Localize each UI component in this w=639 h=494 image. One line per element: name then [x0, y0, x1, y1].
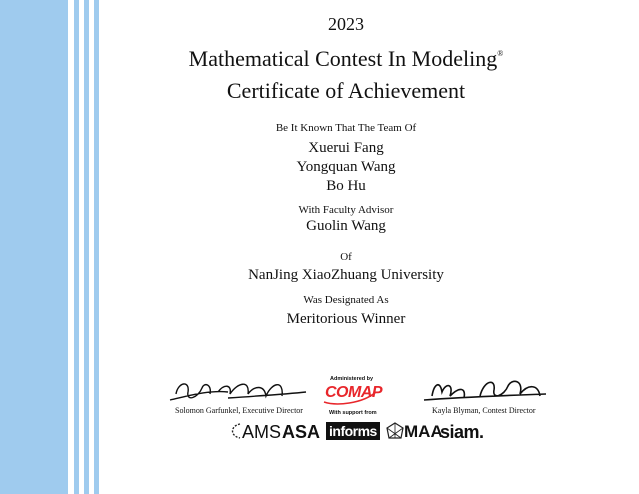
registered-mark: ®: [497, 49, 504, 58]
comap-logo: [322, 382, 383, 406]
designation: Meritorious Winner: [286, 311, 406, 327]
asa-logo-text: ASA: [282, 422, 321, 442]
maa-logo-text: MAA: [404, 422, 443, 441]
team-intro: Be It Known That The Team Of: [275, 122, 417, 134]
maa-logo: [386, 422, 443, 442]
ams-arc-icon: [228, 422, 242, 440]
siam-logo-text: siam.: [440, 422, 484, 442]
certificate-year: 2023: [328, 14, 364, 34]
contest-title: [100, 46, 592, 72]
left-signature: [168, 376, 308, 406]
certificate-subtitle: Certificate of Achievement: [226, 78, 466, 103]
administered-by-label: Administered by: [330, 376, 374, 382]
asa-logo: [282, 422, 320, 443]
support-from-label: With support from: [329, 410, 377, 416]
ams-logo: [228, 422, 281, 443]
team-member-3: Bo Hu: [326, 178, 366, 194]
university-name: NanJing XiaoZhuang University: [248, 267, 444, 283]
maa-icosahedron-icon: [386, 422, 404, 440]
left-signature-caption: Solomon Garfunkel, Executive Director: [175, 406, 303, 415]
team-member-2: Yongquan Wang: [296, 159, 396, 175]
designation-intro: Was Designated As: [303, 294, 389, 306]
siam-logo: [440, 422, 484, 443]
ams-logo-text: AMS: [242, 422, 282, 442]
informs-logo-text: informs: [329, 423, 377, 439]
faculty-advisor: Guolin Wang: [306, 218, 386, 234]
right-signature: [420, 376, 550, 406]
team-member-1: Xuerui Fang: [308, 140, 384, 156]
right-signature-caption: Kayla Blyman, Contest Director: [432, 406, 536, 415]
contest-name: Mathematical Contest In Modeling: [188, 46, 498, 71]
informs-logo: [326, 422, 380, 440]
of-label: Of: [340, 251, 352, 263]
advisor-intro: With Faculty Advisor: [298, 204, 394, 216]
comap-logo-text: COMAP: [325, 384, 383, 401]
